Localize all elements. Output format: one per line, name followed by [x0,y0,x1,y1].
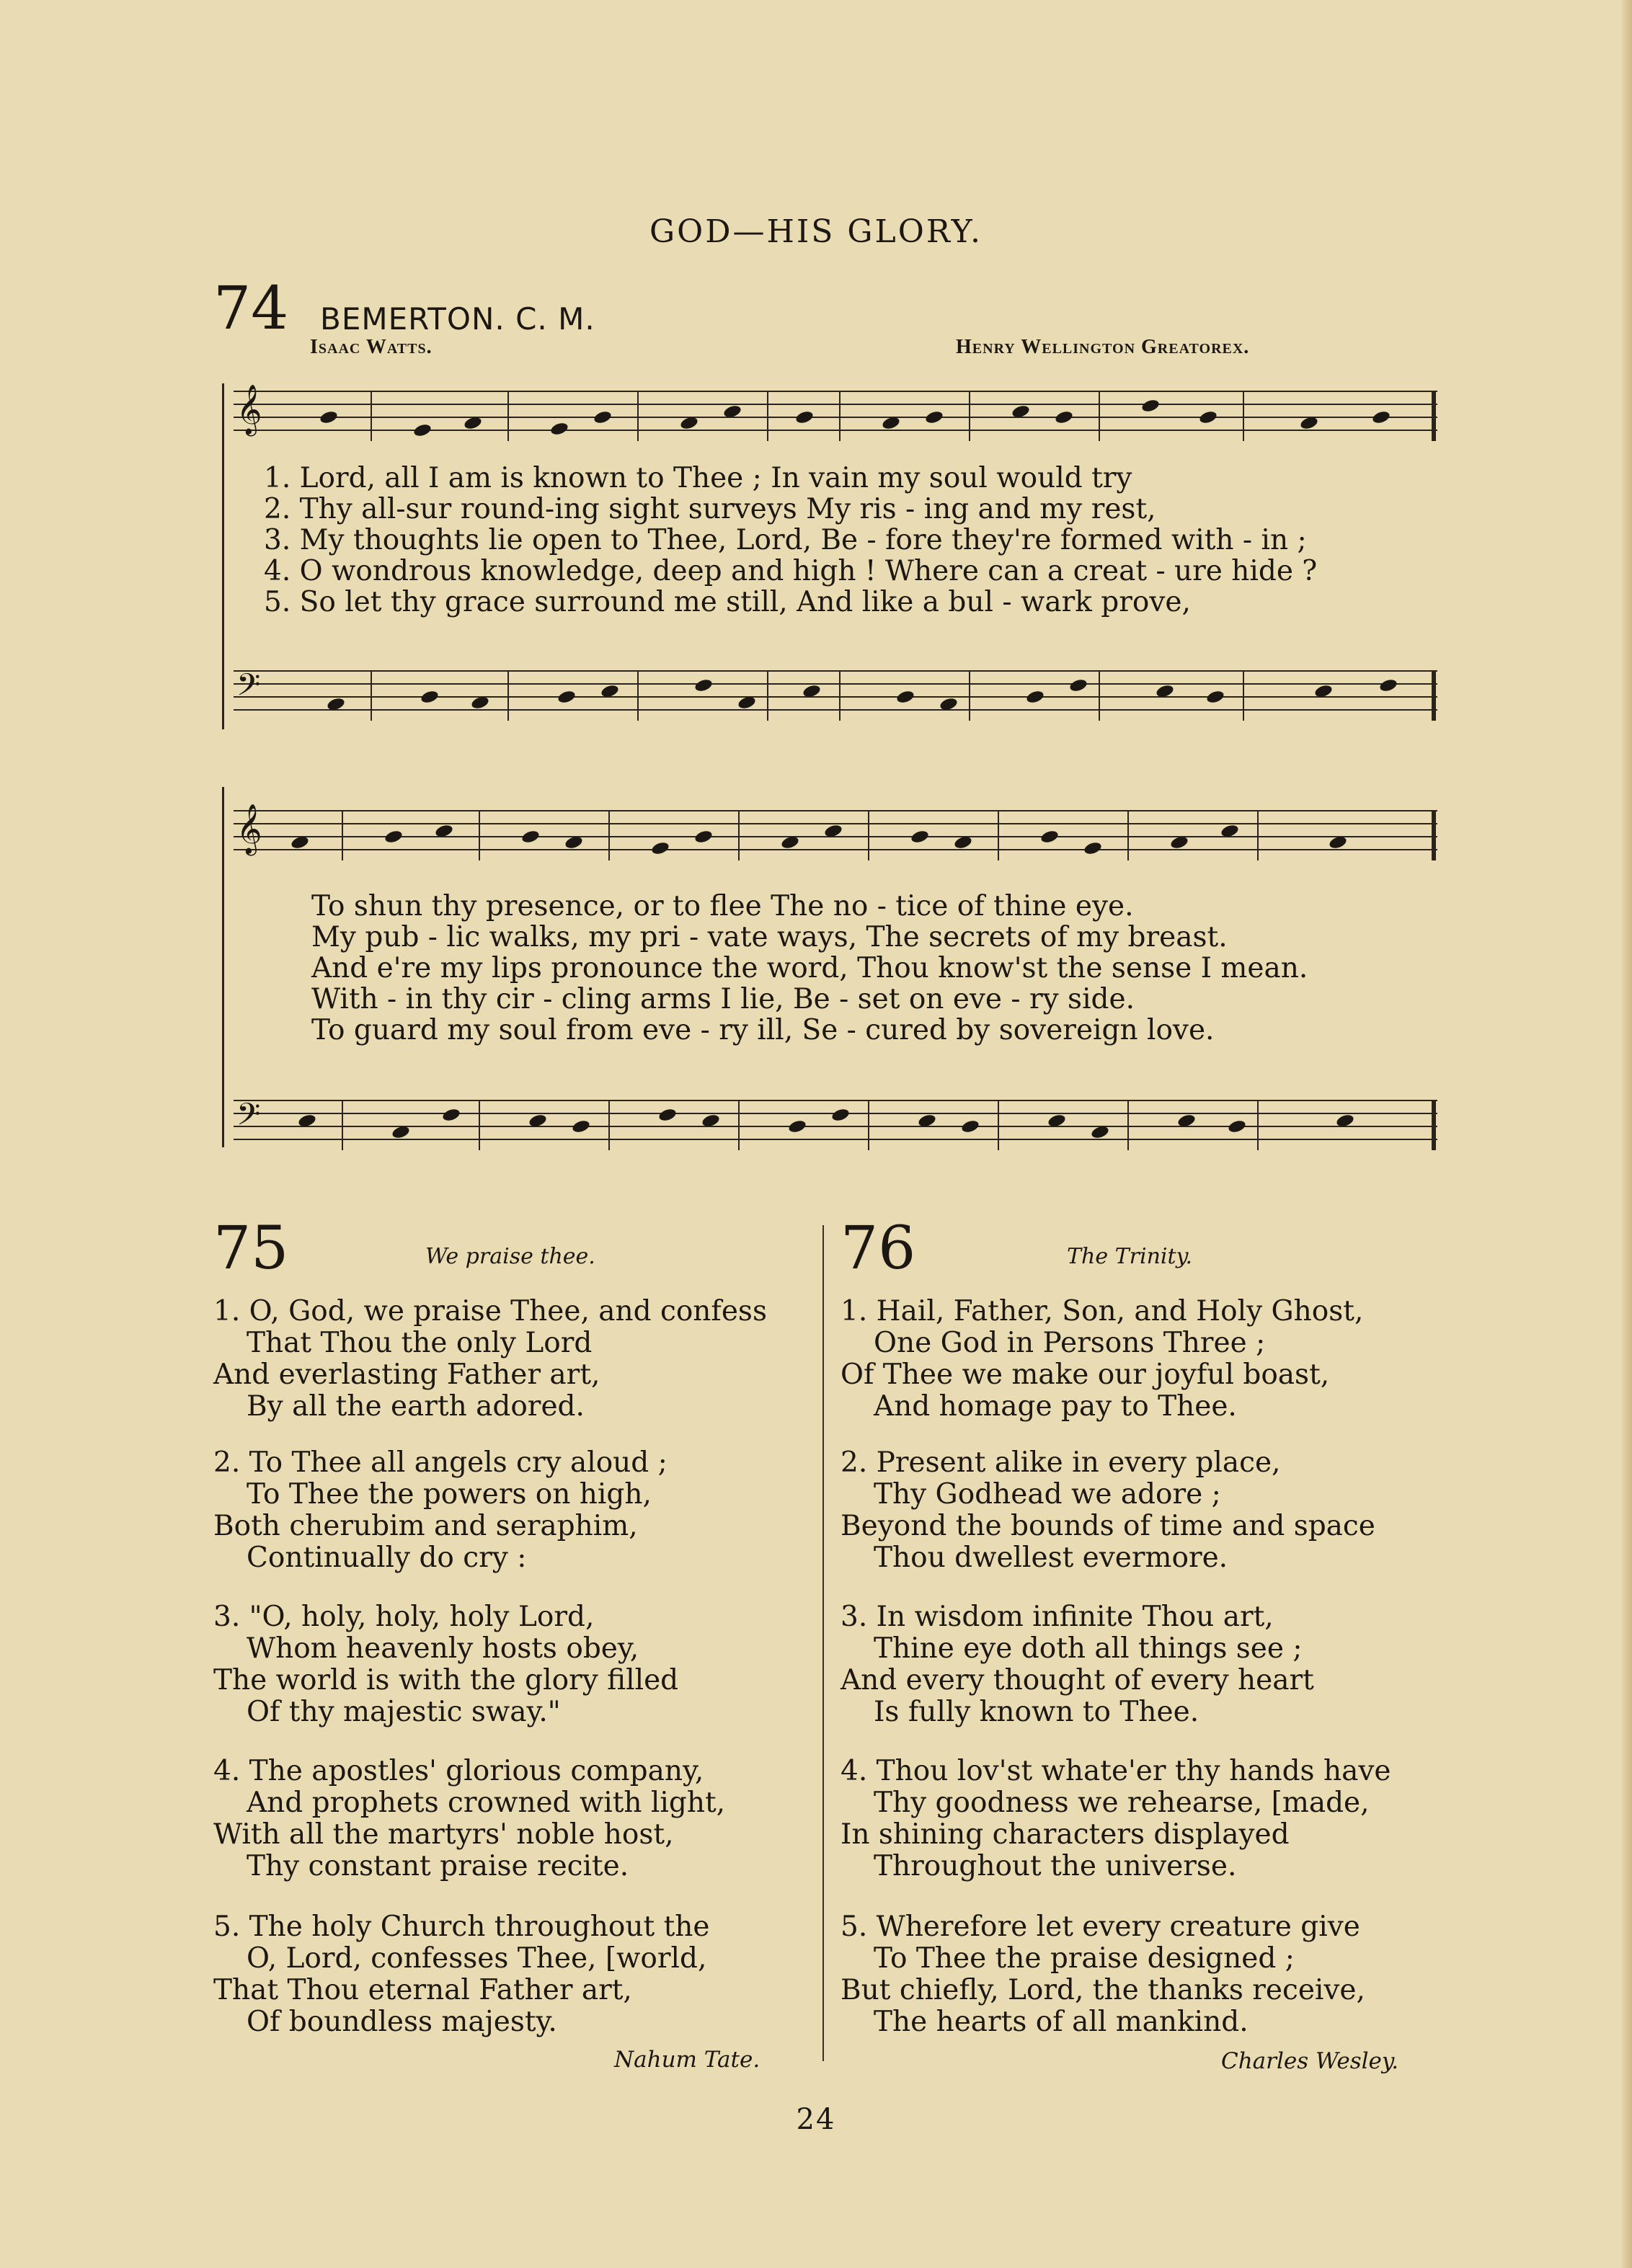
verse-line: And e're my lips pronounce the word, Thou know'st the sense I mean. [311,952,1308,984]
treble-staff-1 [234,384,1437,443]
hymn-74-music-credit: Henry Wellington Greatorex. [956,336,1250,358]
stanza-line: 1. Hail, Father, Son, and Holy Ghost, [841,1295,1364,1328]
stanza-line: To Thee the powers on high, [247,1478,652,1511]
system-brace [222,383,224,729]
hymn-76-stanza-2 [841,1447,1375,1574]
stanza-line: 4. Thou lov'st whate'er thy hands have [841,1755,1391,1787]
stanza-line: And homage pay to Thee. [874,1390,1237,1423]
stanza-line: 5. The holy Church throughout the [213,1911,710,1943]
stanza-line: Both cherubim and seraphim, [213,1510,638,1542]
verse-line: 4. O wondrous knowledge, deep and high ! Where can a creat - ure hide ? [264,555,1318,587]
hymn-76-stanza-1 [841,1296,1363,1423]
verse-line: 5. So let thy grace surround me still, And like a bul - wark prove, [264,586,1191,618]
hymn-76-author: Charles Wesley. [1221,2048,1399,2074]
hymn-75-title: We praise thee. [425,1244,595,1269]
stanza-line: Whom heavenly hosts obey, [247,1632,639,1665]
bass-staff-2 [234,1097,1437,1152]
bass-staff-1 [234,667,1437,722]
stanza-line: And every thought of every heart [841,1664,1314,1696]
hymn-76-stanza-5 [841,1911,1365,2038]
stanza-line: Continually do cry : [247,1542,527,1574]
hymn-75-stanza-5 [213,1911,709,2038]
stanza-line: O, Lord, confesses Thee, [world, [247,1942,707,1975]
hymn-75-stanza-4 [213,1756,725,1882]
stanza-line: And prophets crowned with light, [247,1787,726,1819]
stanza-line: By all the earth adored. [247,1390,585,1423]
hymn-74-number: 74 [213,275,289,343]
running-head: GOD—HIS GLORY. [649,213,983,250]
hymn-74-words-credit: Isaac Watts. [310,336,433,358]
hymn-74-verses-first-half [264,463,1317,618]
treble-staff-2 [234,804,1437,862]
page-edge [1622,0,1632,2268]
treble-clef-icon: 𝄞 [236,384,262,435]
bass-clef-icon: 𝄢 [236,667,261,711]
stanza-line: Throughout the universe. [874,1850,1237,1882]
hymn-74-verses-second-half [311,891,1308,1046]
verse-line: With - in thy cir - cling arms I lie, Be - set on eve - ry side. [311,983,1135,1015]
stanza-line: Thy goodness we rehearse, [made, [874,1787,1370,1819]
hymn-75-author: Nahum Tate. [614,2047,760,2073]
stanza-line: 5. Wherefore let every creature give [841,1911,1360,1943]
stanza-line: That Thou eternal Father art, [213,1974,632,2006]
hymn-76-stanza-3 [841,1601,1314,1728]
stanza-line: Of Thee we make our joyful boast, [841,1358,1330,1391]
stanza-line: 2. To Thee all angels cry aloud ; [213,1446,668,1479]
stanza-line: Of boundless majesty. [247,2006,557,2038]
hymn-76-title: The Trinity. [1067,1244,1193,1269]
stanza-line: The world is with the glory filled [213,1664,679,1696]
stanza-line: One God in Persons Three ; [874,1327,1266,1359]
hymn-75-stanza-1 [213,1296,767,1423]
music-system-1 [222,375,1440,750]
stanza-line: The hearts of all mankind. [874,2006,1249,2038]
stanza-line: 4. The apostles' glorious company, [213,1755,704,1787]
hymn-75-stanza-2 [213,1447,668,1574]
hymn-75-number: 75 [213,1214,289,1283]
stanza-line: Beyond the bounds of time and space [841,1510,1375,1542]
verse-line: 3. My thoughts lie open to Thee, Lord, Be - fore they're formed with - in ; [264,524,1307,556]
stanza-line: That Thou the only Lord [247,1327,593,1359]
stanza-line: But chiefly, Lord, the thanks receive, [841,1974,1365,2006]
column-divider [822,1225,824,2061]
stanza-line: With all the martyrs' noble host, [213,1818,674,1851]
page-number: 24 [796,2103,836,2136]
verse-line: My pub - lic walks, my pri - vate ways, The secrets of my breast. [311,921,1228,953]
verse-line: 2. Thy all-sur round-ing sight surveys My ris - ing and my rest, [264,493,1156,525]
hymn-74-tune: BEMERTON. C. M. [320,301,595,337]
stanza-line: 3. "O, holy, holy, holy Lord, [213,1601,595,1633]
stanza-line: Thy constant praise recite. [247,1850,629,1882]
stanza-line: 2. Present alike in every place, [841,1446,1281,1479]
stanza-line: Thy Godhead we adore ; [874,1478,1221,1511]
music-system-2 [222,778,1440,1168]
stanza-line: Of thy majestic sway." [247,1696,561,1728]
stanza-line: Thou dwellest evermore. [874,1542,1228,1574]
stanza-line: 3. In wisdom infinite Thou art, [841,1601,1274,1633]
hymn-76-number: 76 [841,1214,916,1283]
verse-line: To shun thy presence, or to flee The no - tice of thine eye. [311,890,1134,922]
bass-clef-icon: 𝄢 [236,1097,261,1140]
stanza-line: Is fully known to Thee. [874,1696,1199,1728]
stanza-line: 1. O, God, we praise Thee, and confess [213,1295,767,1328]
treble-clef-icon: 𝄞 [236,804,262,854]
stanza-line: And everlasting Father art, [213,1358,600,1391]
system-brace [222,787,224,1147]
stanza-line: In shining characters displayed [841,1818,1290,1851]
hymn-76-stanza-4 [841,1756,1391,1882]
stanza-line: To Thee the praise designed ; [874,1942,1295,1975]
verse-line: To guard my soul from eve - ry ill, Se - cured by sovereign love. [311,1014,1215,1046]
hymn-75-stanza-3 [213,1601,678,1728]
verse-line: 1. Lord, all I am is known to Thee ; In vain my soul would try [264,462,1132,494]
stanza-line: Thine eye doth all things see ; [874,1632,1303,1665]
